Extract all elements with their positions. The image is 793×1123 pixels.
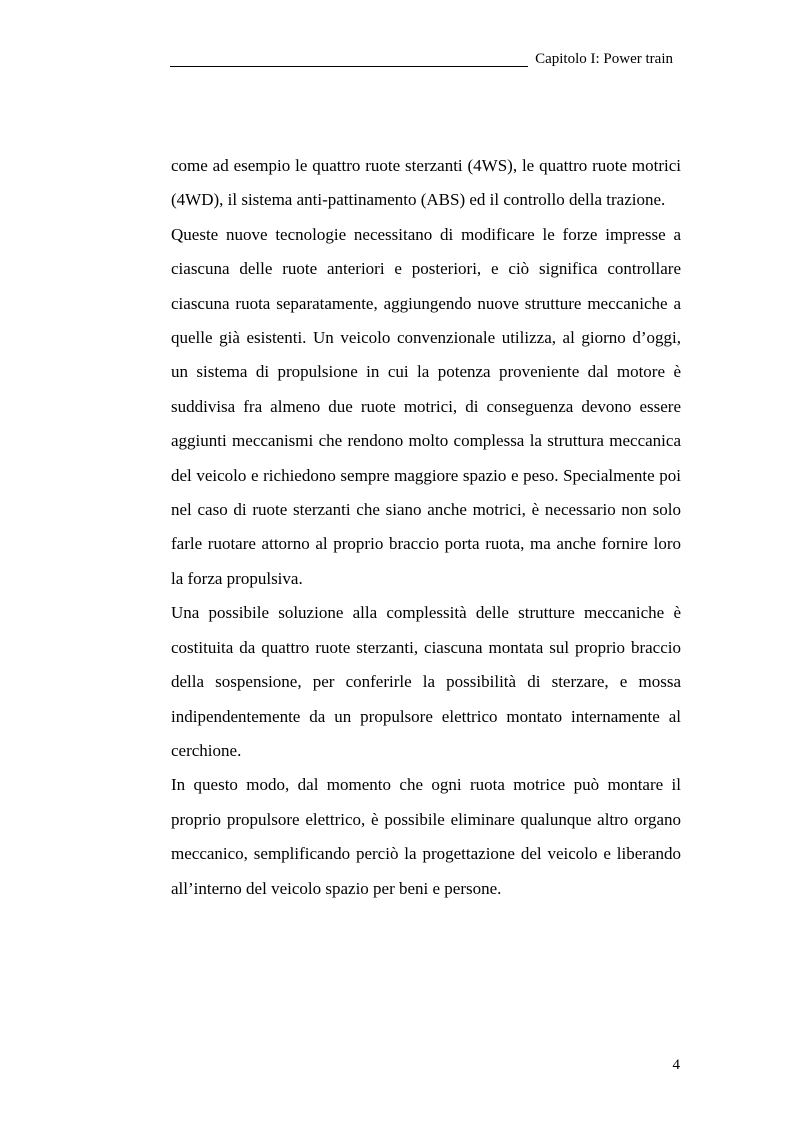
header-rule	[170, 66, 528, 67]
paragraph: Una possibile soluzione alla complessità delle strutture meccaniche è costituita da quattro ruote sterzanti, ciascuna montata sul proprio braccio della sospensione, per conferirle la possibilità di sterzare, e mossa indipendentemente da un propulsore elettrico montato internamente al cerchione.	[171, 603, 681, 760]
body-text	[171, 149, 681, 906]
paragraph: come ad esempio le quattro ruote sterzanti (4WS), le quattro ruote motrici (4WD), il sistema anti-pattinamento (ABS) ed il controllo della trazione.	[171, 156, 681, 210]
paragraph: In questo modo, dal momento che ogni ruota motrice può montare il proprio propulsore elettrico, è possibile eliminare qualunque altro organo meccanico, semplificando perciò la progettazione del veicolo e liberando all’interno del veicolo spazio per beni e persone.	[171, 775, 681, 898]
page-number: 4	[672, 1057, 680, 1073]
paragraph: Queste nuove tecnologie necessitano di modificare le forze impresse a ciascuna delle ruote anteriori e posteriori, e ciò significa controllare ciascuna ruota separatamente, aggiungendo nuove strutture meccaniche a quelle già esistenti. Un veicolo convenzionale utilizza, al giorno d’oggi, un sistema di propulsione in cui la potenza proveniente dal motore è suddivisa fra almeno due ruote motrici, di conseguenza devono essere aggiunti meccanismi che rendono molto complessa la struttura meccanica del veicolo e richiedono sempre maggiore spazio e peso. Specialmente poi nel caso di ruote sterzanti che siano anche motrici, è necessario non solo farle ruotare attorno al proprio braccio porta ruota, ma anche fornire loro la forza propulsiva.	[171, 224, 681, 588]
running-header-title: Capitolo I: Power train	[535, 51, 673, 67]
